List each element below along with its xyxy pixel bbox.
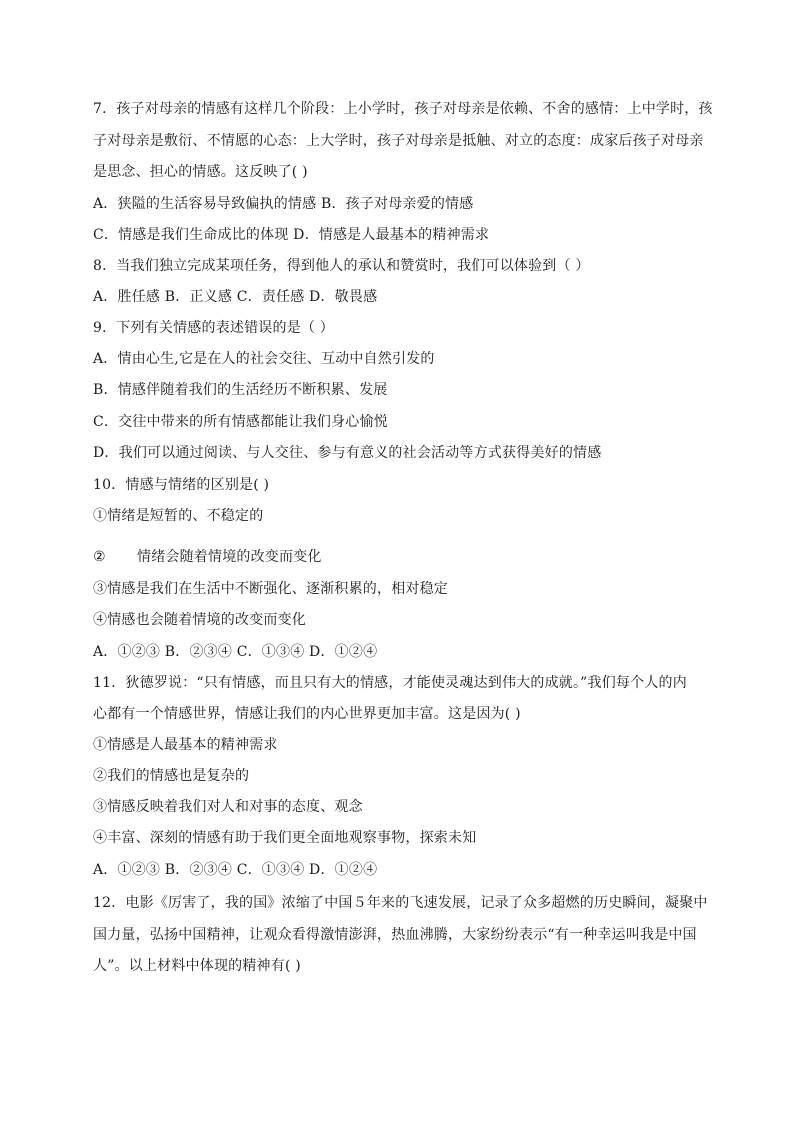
q9-option-d: D．我们可以通过阅读、与人交往、参与有意义的社会活动等方式获得美好的情感 <box>93 445 602 461</box>
q11-item-1: ①情感是人最基本的精神需求 <box>93 737 278 753</box>
q12-stem-line-2: 国力量，弘扬中国精神，让观众看得激情澎湃，热血沸腾，大家纷纷表示“有一种幸运叫我是中国 <box>93 927 697 943</box>
q8-stem: 8．当我们独立完成某项任务，得到他人的承认和赞赏时，我们可以体验到（ ） <box>93 258 590 274</box>
q9-stem: 9．下列有关情感的表述错误的是（ ） <box>93 320 334 336</box>
q11-item-3: ③情感反映着我们对人和对事的态度、观念 <box>93 799 363 815</box>
q7-options-cd: C．情感是我们生命成比的体现 D．情感是人最基本的精神需求 <box>93 227 490 243</box>
q9-option-c: C．交往中带来的所有情感都能让我们身心愉悦 <box>93 414 388 430</box>
q11-item-2: ②我们的情感也是复杂的 <box>93 768 250 784</box>
q10-stem: 10．情感与情绪的区别是( ) <box>93 477 270 493</box>
q9-option-b: B．情感伴随着我们的生活经历不断积累、发展 <box>93 382 388 398</box>
q8-options: A．胜任感 B．正义感 C．责任感 D．敬畏感 <box>93 289 378 305</box>
q7-stem-line-3: 是思念、担心的情感。这反映了( ) <box>93 164 308 180</box>
q7-stem-line-2: 子对母亲是敷衍、不情愿的心态：上大学时，孩子对母亲是抵触、对立的态度：成家后孩子对母亲 <box>93 133 704 149</box>
q10-item-1: ①情绪是短暂的、不稳定的 <box>93 508 264 524</box>
q12-stem-line-3: 人”。以上材料中体现的精神有( ) <box>93 958 301 974</box>
q10-options: A．①②③ B．②③④ C．①③④ D．①②④ <box>93 644 378 660</box>
q11-item-4: ④丰富、深刻的情感有助于我们更全面地观察事物，探索未知 <box>93 830 477 846</box>
q10-item-4: ④情感也会随着情境的改变而变化 <box>93 612 306 628</box>
q10-item-2-number: ② <box>93 549 106 565</box>
q11-stem-line-2: 心都有一个情感世界，情感让我们的内心世界更加丰富。这是因为( ) <box>93 706 521 722</box>
q10-item-2 <box>93 548 713 566</box>
q11-stem-line-1: 11．狄德罗说：“只有情感，而且只有大的情感，才能使灵魂达到伟大的成就。”我们每个人的内 <box>93 675 687 691</box>
q7-options-ab: A．狭隘的生活容易导致偏执的情感 B．孩子对母亲爱的情感 <box>93 196 474 212</box>
q11-options: A．①②③ B．②③④ C．①③④ D．①②④ <box>93 862 378 878</box>
q10-item-3: ③情感是我们在生活中不断强化、逐渐积累的，相对稳定 <box>93 581 448 597</box>
q12-stem-line-1: 12．电影《厉害了，我的国》浓缩了中国５年来的飞速发展，记录了众多超燃的历史瞬间，凝聚中 <box>93 895 708 911</box>
q9-option-a: A．情由心生,它是在人的社会交往、互动中自然引发的 <box>93 351 435 367</box>
q7-stem-line-1: 7．孩子对母亲的情感有这样几个阶段：上小学时，孩子对母亲是依赖、不舍的感情：上中学时，孩 <box>93 101 713 117</box>
q10-item-2-text: 情绪会随着情境的改变而变化 <box>137 549 322 565</box>
